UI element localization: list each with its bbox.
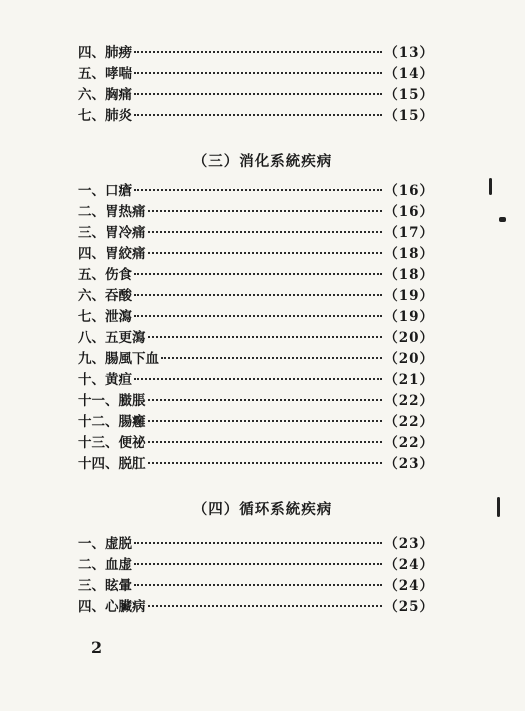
toc-entry[interactable] (78, 265, 434, 286)
entry-page: （16） (384, 183, 434, 199)
leader-dots (134, 294, 382, 296)
entry-title: 伤食 (105, 267, 132, 283)
entry-number: 四、 (78, 599, 105, 615)
entry-page: （19） (384, 288, 434, 304)
entry-title: 哮喘 (105, 66, 132, 82)
entry-page: （19） (384, 309, 434, 325)
entry-title: 腸風下血 (105, 351, 159, 367)
entry-title: 肺痨 (105, 45, 132, 61)
entry-title: 吞酸 (105, 288, 132, 304)
leader-dots (148, 420, 383, 422)
toc-entry[interactable] (78, 534, 434, 555)
page-number: 2 (91, 638, 103, 657)
entry-page: （17） (384, 225, 434, 241)
leader-dots (134, 542, 382, 544)
toc-entry[interactable] (78, 391, 434, 412)
entry-page: （18） (384, 267, 434, 283)
entry-page: （23） (384, 456, 434, 472)
entry-page: （23） (384, 536, 434, 552)
leader-dots (148, 210, 383, 212)
toc-section-circulatory (78, 534, 434, 618)
toc-entry[interactable] (78, 576, 434, 597)
toc-entry[interactable] (78, 223, 434, 244)
entry-title: 口瘡 (105, 183, 132, 199)
entry-number: 二、 (78, 204, 105, 220)
entry-title: 泄瀉 (105, 309, 132, 325)
toc-entry[interactable] (78, 454, 434, 475)
toc-entry[interactable] (78, 244, 434, 265)
entry-title: 臌脹 (118, 393, 146, 409)
entry-title: 虚脱 (105, 536, 132, 552)
leader-dots (148, 605, 383, 607)
entry-title: 胃冷痛 (105, 225, 146, 241)
entry-number: 三、 (78, 225, 105, 241)
entry-number: 八、 (78, 330, 105, 346)
entry-title: 眩暈 (105, 578, 132, 594)
toc-entry[interactable] (78, 106, 434, 127)
entry-number: 四、 (78, 45, 105, 61)
entry-page: （24） (384, 557, 434, 573)
scan-mark (499, 217, 506, 222)
entry-title: 心臟病 (105, 599, 146, 615)
entry-number: 十三、 (78, 435, 119, 451)
entry-page: （15） (384, 87, 434, 103)
leader-dots (134, 93, 382, 95)
section-heading-digestive: （三）消化系統疾病 (192, 153, 333, 170)
entry-number: 六、 (78, 288, 105, 304)
section-heading-circulatory: （四）循环系統疾病 (192, 501, 333, 518)
entry-number: 四、 (78, 246, 105, 262)
entry-number: 十二、 (78, 414, 119, 430)
scan-mark (489, 178, 492, 195)
leader-dots (134, 273, 382, 275)
entry-title: 胸痛 (105, 87, 132, 103)
toc-entry[interactable] (78, 43, 434, 64)
entry-number: 二、 (78, 557, 105, 573)
toc-entry[interactable] (78, 433, 434, 454)
toc-entry[interactable] (78, 181, 434, 202)
leader-dots (134, 378, 382, 380)
entry-number: 三、 (78, 578, 105, 594)
entry-title: 胃絞痛 (105, 246, 146, 262)
entry-title: 胃热痛 (105, 204, 146, 220)
entry-title: 黄疸 (105, 372, 132, 388)
toc-entry[interactable] (78, 349, 434, 370)
entry-page: （15） (384, 108, 434, 124)
entry-title: 五更瀉 (105, 330, 146, 346)
toc-entry[interactable] (78, 370, 434, 391)
entry-number: 十、 (78, 372, 105, 388)
leader-dots (148, 462, 383, 464)
leader-dots (148, 336, 383, 338)
leader-dots (134, 72, 382, 74)
entry-title: 血虚 (105, 557, 132, 573)
toc-entry[interactable] (78, 286, 434, 307)
entry-page: （14） (384, 66, 434, 82)
leader-dots (134, 189, 382, 191)
leader-dots (148, 399, 383, 401)
entry-number: 六、 (78, 87, 105, 103)
entry-number: 五、 (78, 267, 105, 283)
leader-dots (134, 51, 382, 53)
entry-page: （22） (384, 393, 434, 409)
toc-entry[interactable] (78, 85, 434, 106)
scan-mark (497, 497, 500, 517)
toc-section-2-continued (78, 43, 434, 127)
entry-title: 肺炎 (105, 108, 132, 124)
entry-page: （25） (384, 599, 434, 615)
entry-number: 十四、 (78, 456, 119, 472)
toc-entry[interactable] (78, 64, 434, 85)
entry-page: （20） (384, 330, 434, 346)
toc-entry[interactable] (78, 555, 434, 576)
entry-title: 脱肛 (118, 456, 146, 472)
leader-dots (134, 315, 382, 317)
entry-page: （16） (384, 204, 434, 220)
entry-page: （21） (384, 372, 434, 388)
entry-number: 七、 (78, 108, 105, 124)
entry-number: 七、 (78, 309, 105, 325)
leader-dots (134, 563, 382, 565)
leader-dots (148, 441, 383, 443)
entry-page: （20） (384, 351, 434, 367)
entry-number: 一、 (78, 183, 105, 199)
leader-dots (134, 114, 382, 116)
leader-dots (161, 357, 382, 359)
toc-entry[interactable] (78, 202, 434, 223)
leader-dots (148, 252, 383, 254)
toc-entry[interactable] (78, 597, 434, 618)
entry-number: 五、 (78, 66, 105, 82)
entry-page: （18） (384, 246, 434, 262)
toc-entry[interactable] (78, 412, 434, 433)
entry-number: 一、 (78, 536, 105, 552)
leader-dots (148, 231, 383, 233)
entry-page: （24） (384, 578, 434, 594)
entry-number: 十一、 (78, 393, 119, 409)
entry-title: 便祕 (118, 435, 146, 451)
entry-page: （13） (384, 45, 434, 61)
toc-entry[interactable] (78, 328, 434, 349)
entry-page: （22） (384, 414, 434, 430)
entry-number: 九、 (78, 351, 105, 367)
entry-title: 腸癰 (118, 414, 146, 430)
toc-section-digestive (78, 181, 434, 475)
leader-dots (134, 584, 382, 586)
entry-page: （22） (384, 435, 434, 451)
toc-entry[interactable] (78, 307, 434, 328)
